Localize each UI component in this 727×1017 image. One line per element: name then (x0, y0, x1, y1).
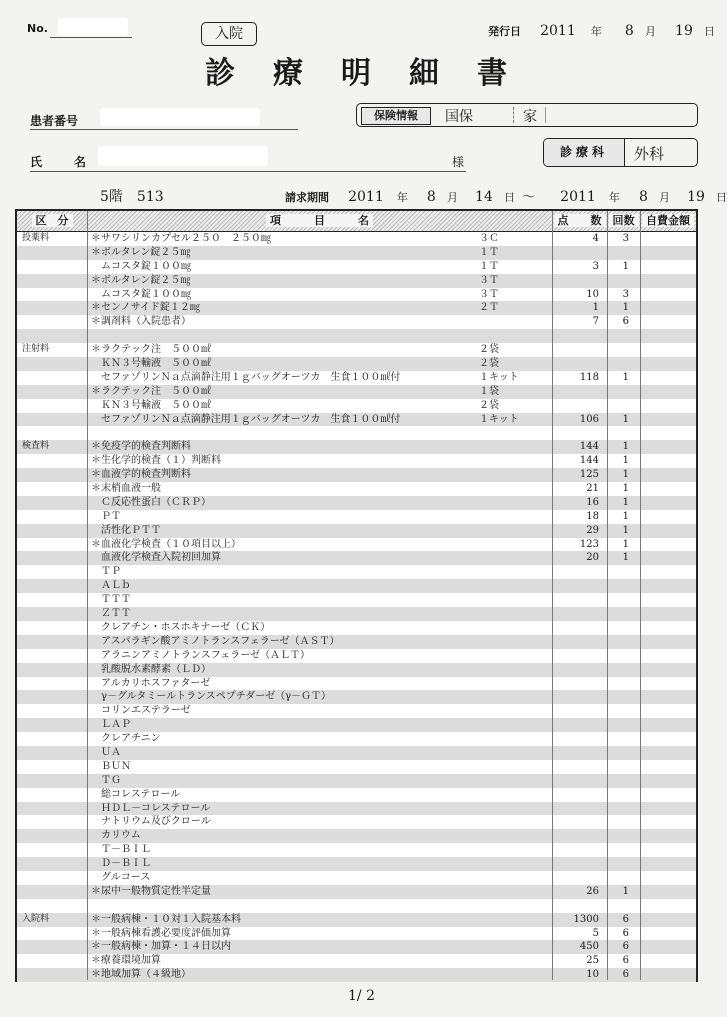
row-item-name: 一般病棟・１０対１入院基本料 (101, 913, 241, 925)
table-row (17, 357, 696, 371)
col-divider (87, 211, 88, 980)
insurance-box (356, 103, 698, 127)
row-points: 20 (586, 552, 599, 564)
row-item-name: Ｔ－ＢＩＬ (101, 844, 151, 856)
department-value: 外科 (634, 145, 665, 163)
row-marker: ＊ (91, 316, 101, 328)
day-unit: 日 (503, 191, 515, 204)
table-row (17, 274, 696, 288)
table-row (17, 718, 696, 732)
col-divider (607, 211, 608, 980)
table-row (17, 774, 696, 788)
row-count: 1 (622, 552, 629, 564)
patient-number-underline (30, 128, 298, 130)
table-row (17, 329, 696, 343)
row-item-name: グルコース (101, 871, 151, 883)
table-row (17, 663, 696, 677)
row-category: 検査料 (22, 441, 50, 452)
table-row (17, 913, 696, 927)
row-count: 1 (622, 455, 629, 467)
row-item-name: 血液化学検査（１０項目以上） (101, 538, 241, 550)
row-points: 4 (592, 233, 599, 244)
row-item-name: 末梢血液一般 (101, 483, 161, 495)
row-item-name: コリンエステラーゼ (101, 705, 191, 717)
row-item-name: クレアチニン (101, 733, 161, 745)
row-item-name: 尿中一般物質定性半定量 (101, 885, 211, 897)
row-points: 29 (586, 524, 599, 536)
row-item-name: ＴＧ (101, 774, 121, 786)
insurance-label: 保険情報 (361, 107, 431, 125)
row-quantity: ２袋 (479, 344, 499, 356)
table-row (17, 815, 696, 829)
redacted-number (58, 18, 128, 36)
period-tilde: ～ (522, 190, 536, 205)
header-category: 区 分 (17, 211, 87, 231)
row-item-name: ＴＴＴ (101, 594, 131, 606)
row-count: 1 (622, 524, 629, 536)
row-marker: ＊ (91, 274, 101, 286)
name-underline (30, 170, 466, 172)
header-item: 項 目 名 (87, 211, 552, 231)
row-category: 投薬料 (22, 233, 50, 243)
table-row (17, 454, 696, 468)
insurance-relation: 家 (523, 109, 537, 125)
table-row (17, 649, 696, 663)
row-item-name: 活性化ＰＴＴ (101, 524, 161, 536)
row-item-name: ナトリウム及びクロール (101, 816, 211, 828)
department-box (543, 138, 698, 167)
row-item-name: ムコスタ錠１００㎎ (101, 288, 191, 300)
no-label: No. (27, 22, 48, 35)
table-row (17, 482, 696, 496)
row-item-name: セファゾリンＮａ点滴静注用１ｇバッグオーツカ 生食１００㎖付 (101, 413, 401, 425)
row-item-name: ムコスタ錠１００㎎ (101, 260, 191, 272)
table-row (17, 677, 696, 691)
period-start-day: 14 (475, 189, 493, 205)
table-row (17, 940, 696, 954)
table-row (17, 538, 696, 552)
period-start-month: 8 (426, 189, 436, 205)
row-item-name: アラニンアミノトランスフェラーゼ（ＡＬＴ） (101, 649, 310, 661)
table-row (17, 385, 696, 399)
table-row (17, 593, 696, 607)
table-row (17, 802, 696, 816)
table-row (17, 468, 696, 482)
row-count: 3 (622, 233, 629, 244)
day-unit: 日 (703, 25, 715, 38)
row-marker: ＊ (91, 913, 101, 925)
row-count: 6 (622, 913, 629, 925)
row-count: 3 (622, 288, 629, 300)
row-item-name: ＨＤＬ－コレステロール (101, 802, 211, 814)
row-quantity: １キット (479, 413, 519, 425)
row-count: 1 (622, 371, 629, 383)
row-item-name: 乳酸脱水素酵素（ＬＤ） (101, 663, 211, 675)
honorific: 様 (452, 155, 465, 169)
row-item-name: ＬＡＰ (101, 719, 131, 731)
row-count: 1 (622, 469, 629, 481)
row-item-name: 一般病棟看護必要度評価加算 (101, 927, 231, 939)
col-divider (552, 211, 553, 980)
table-row (17, 510, 696, 524)
row-item-name: 総コレステロール (101, 788, 181, 800)
row-item-name: ＫＮ３号輸液 ５００㎖ (101, 399, 211, 411)
period-label: 請求期間 (285, 191, 329, 204)
row-marker: ＊ (91, 302, 101, 314)
row-item-name: Ｃ反応性蛋白（ＣＲＰ） (101, 496, 211, 508)
detail-table (15, 209, 698, 982)
row-points: 1 (592, 302, 599, 314)
header-count: 回数 (607, 211, 640, 231)
row-category: 注射料 (22, 344, 50, 355)
table-row (17, 885, 696, 899)
row-count: 1 (622, 496, 629, 508)
year-unit: 年 (590, 25, 602, 38)
insurance-divider-2 (545, 107, 546, 123)
row-quantity: ３Ｃ (479, 233, 499, 244)
row-marker: ＊ (91, 885, 101, 897)
table-row (17, 704, 696, 718)
row-count: 1 (622, 510, 629, 522)
row-item-name: 血液化学検査入院初回加算 (101, 552, 221, 564)
row-points: 3 (592, 260, 599, 272)
row-points: 1300 (573, 913, 599, 925)
row-item-name: 地域加算（４級地） (101, 969, 191, 981)
row-item-name: ラクテック注 ５００㎖ (101, 344, 211, 356)
row-item-name: 血液学的検査判断料 (101, 469, 191, 481)
row-points: 16 (586, 496, 599, 508)
row-count: 1 (622, 538, 629, 550)
table-row (17, 440, 696, 454)
table-row (17, 871, 696, 885)
table-row (17, 496, 696, 510)
row-quantity: １Ｔ (479, 260, 499, 272)
table-row (17, 232, 696, 246)
row-marker: ＊ (91, 344, 101, 356)
table-row (17, 246, 696, 260)
row-count: 6 (622, 955, 629, 967)
table-body (17, 232, 696, 996)
row-points: 118 (579, 371, 599, 383)
row-marker: ＊ (91, 441, 101, 453)
row-points: 5 (592, 927, 599, 939)
month-unit: 月 (446, 191, 458, 204)
col-divider (640, 211, 641, 980)
issue-year: 2011 (540, 23, 576, 39)
row-points: 26 (586, 885, 599, 897)
table-row (17, 635, 696, 649)
row-points: 18 (586, 510, 599, 522)
table-row (17, 760, 696, 774)
row-item-name: ＢＵＮ (101, 760, 131, 772)
table-row (17, 746, 696, 760)
table-row (17, 260, 696, 274)
table-row (17, 857, 696, 871)
row-points: 125 (579, 469, 599, 481)
month-unit: 月 (644, 25, 656, 38)
row-item-name: サワシリンカプセル２５０ ２５０㎎ (101, 233, 271, 244)
row-quantity: ２袋 (479, 358, 499, 370)
row-item-name: アスパラギン酸アミノトランスフェラーゼ（ＡＳＴ） (101, 635, 340, 647)
period-end-month: 8 (638, 189, 648, 205)
redacted-patient-number (100, 108, 260, 126)
row-item-name: アルカリホスファターゼ (101, 677, 211, 689)
year-unit: 年 (608, 191, 620, 204)
page-title: 診療明細書 (205, 56, 545, 91)
row-count: 6 (622, 969, 629, 981)
day-unit: 日 (716, 191, 727, 204)
table-row (17, 788, 696, 802)
row-count: 1 (622, 483, 629, 495)
row-item-name: ＡＬｂ (101, 580, 131, 592)
issue-label: 発行日 (488, 25, 521, 38)
issue-date (488, 20, 715, 39)
year-unit: 年 (396, 191, 408, 204)
row-item-name: クレアチン・ホスホキナーゼ（ＣＫ） (101, 621, 271, 633)
row-points: 21 (586, 483, 599, 495)
admission-tag: 入院 (201, 22, 257, 46)
row-marker: ＊ (91, 455, 101, 467)
row-points: 7 (592, 316, 599, 328)
row-item-name: セファゾリンＮａ点滴静注用１ｇバッグオーツカ 生食１００㎖付 (101, 371, 401, 383)
row-points: 25 (586, 955, 599, 967)
row-item-name: ＴＰ (101, 566, 121, 578)
row-item-name: 一般病棟・加算・１４日以内 (101, 941, 231, 953)
table-header (17, 211, 696, 232)
row-count: 1 (622, 260, 629, 272)
row-count: 6 (622, 941, 629, 953)
row-marker: ＊ (91, 969, 101, 981)
row-item-name: カリウム (101, 830, 141, 842)
row-item-name: γ－グルタミールトランスペプチダーゼ（γ－ＧＴ） (101, 691, 332, 703)
row-points: 10 (586, 969, 599, 981)
row-points: 106 (579, 413, 599, 425)
issue-day: 19 (675, 23, 693, 39)
row-quantity: １キット (479, 371, 519, 383)
department-label: 診療科 (544, 139, 625, 166)
row-count: 1 (622, 885, 629, 897)
table-row (17, 843, 696, 857)
row-count: 1 (622, 302, 629, 314)
table-row (17, 315, 696, 329)
table-row (17, 927, 696, 941)
row-quantity: ２袋 (479, 399, 499, 411)
table-row (17, 607, 696, 621)
row-item-name: ＺＴＴ (101, 608, 131, 620)
row-points: 450 (579, 941, 599, 953)
row-quantity: １袋 (479, 385, 499, 397)
page-number: 1/ 2 (348, 988, 375, 1004)
insurance-type: 国保 (445, 109, 473, 125)
table-row (17, 690, 696, 704)
room: 5階 513 (100, 189, 164, 205)
table-row (17, 565, 696, 579)
table-row (17, 524, 696, 538)
row-marker: ＊ (91, 469, 101, 481)
row-category: 入院料 (22, 913, 50, 924)
row-item-name: ボルタレン錠２５㎎ (101, 274, 191, 286)
table-row (17, 399, 696, 413)
row-marker: ＊ (91, 955, 101, 967)
table-row (17, 579, 696, 593)
table-row (17, 288, 696, 302)
row-item-name: ＫＮ３号輸液 ５００㎖ (101, 358, 211, 370)
no-underline (50, 36, 132, 38)
table-row (17, 732, 696, 746)
redacted-name (98, 146, 268, 166)
row-count: 1 (622, 413, 629, 425)
row-count: 6 (622, 927, 629, 939)
patient-number-label: 患者番号 (30, 114, 79, 128)
row-item-name: ラクテック注 ５００㎖ (101, 385, 211, 397)
row-points: 144 (579, 441, 599, 453)
table-row (17, 968, 696, 982)
period-end-year: 2011 (560, 189, 596, 205)
table-row (17, 899, 696, 913)
header-points: 点 数 (552, 211, 607, 231)
row-marker: ＊ (91, 941, 101, 953)
table-row (17, 551, 696, 565)
row-marker: ＊ (91, 246, 101, 258)
row-marker: ＊ (91, 385, 101, 397)
row-item-name: ボルタレン錠２５㎎ (101, 246, 191, 258)
row-points: 10 (586, 288, 599, 300)
billing-period (285, 186, 727, 205)
table-row (17, 829, 696, 843)
row-item-name: Ｄ－ＢＩＬ (101, 858, 151, 870)
table-row (17, 343, 696, 357)
month-unit: 月 (659, 191, 670, 204)
row-points: 123 (579, 538, 599, 550)
issue-month: 8 (624, 23, 634, 39)
table-row (17, 426, 696, 440)
row-item-name: 免疫学的検査判断料 (101, 441, 191, 453)
row-item-name: ＰＴ (101, 510, 121, 522)
row-quantity: ２Ｔ (479, 302, 499, 314)
row-quantity: ３Ｔ (479, 274, 499, 286)
table-row (17, 954, 696, 968)
row-item-name: ＵＡ (101, 746, 121, 758)
row-count: 1 (622, 441, 629, 453)
row-marker: ＊ (91, 233, 101, 244)
period-end-day: 19 (687, 189, 705, 205)
row-item-name: 調剤料（入院患者） (101, 316, 191, 328)
row-item-name: 療養環境加算 (101, 955, 161, 967)
row-item-name: 生化学的検査（１）判断料 (101, 455, 221, 467)
row-points: 144 (579, 455, 599, 467)
table-row (17, 301, 696, 315)
table-row (17, 621, 696, 635)
insurance-divider (513, 107, 514, 123)
row-count: 6 (622, 316, 629, 328)
period-start-year: 2011 (348, 189, 384, 205)
table-row (17, 413, 696, 427)
row-marker: ＊ (91, 538, 101, 550)
row-marker: ＊ (91, 927, 101, 939)
row-marker: ＊ (91, 483, 101, 495)
header-self-pay: 自費金額 (640, 211, 696, 231)
table-row (17, 371, 696, 385)
row-quantity: ３Ｔ (479, 288, 499, 300)
name-label: 氏 名 (30, 155, 97, 169)
row-item-name: センノサイド錠１２㎎ (101, 302, 200, 314)
row-quantity: １Ｔ (479, 246, 499, 258)
